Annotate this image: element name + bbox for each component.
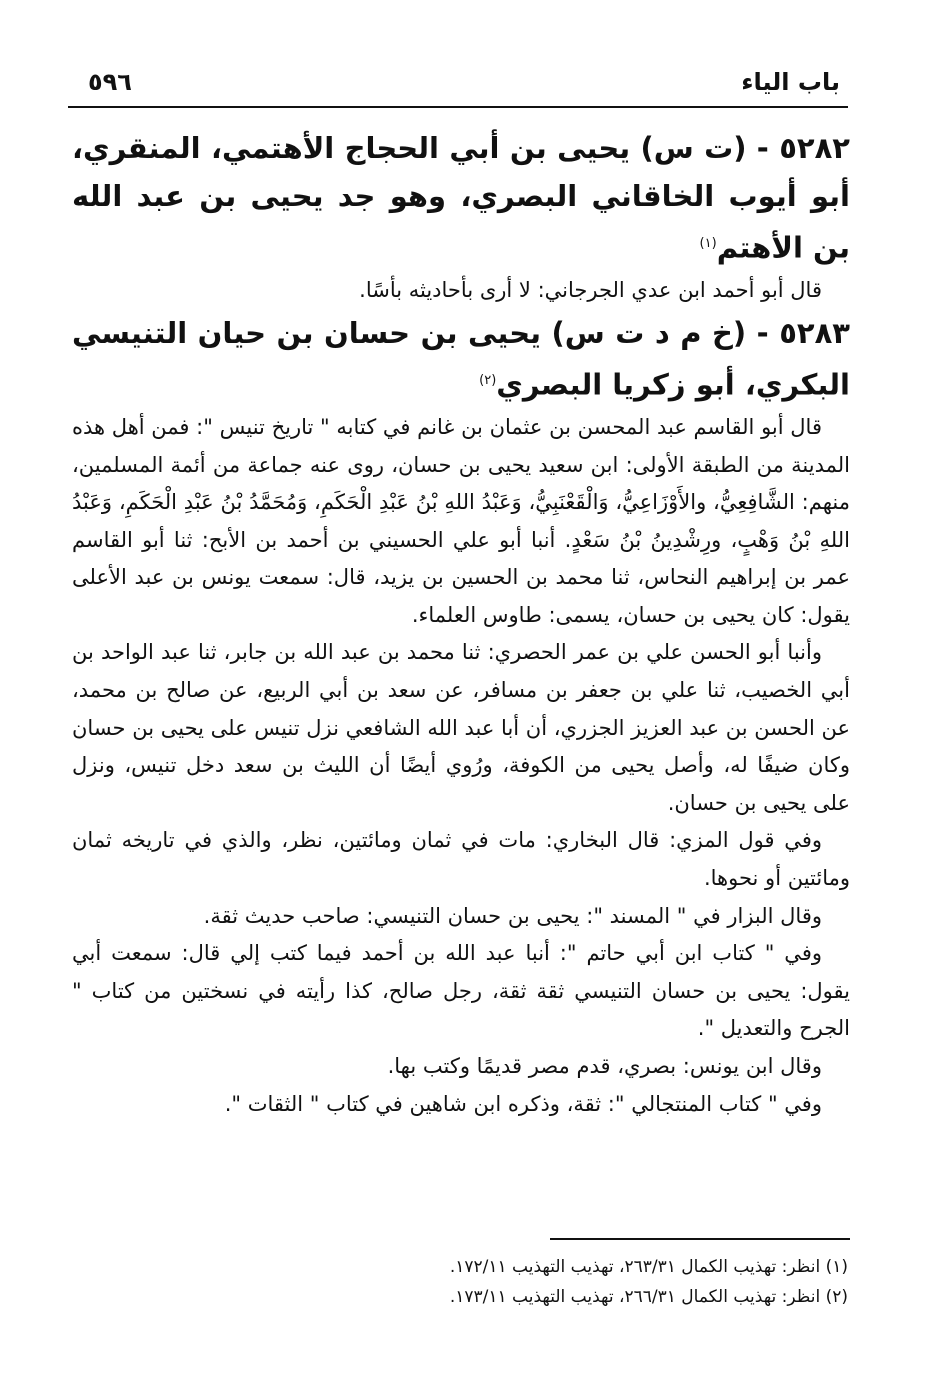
footnote-marker: (١) [699,236,717,251]
footnote: (٢) انظر: تهذيب الكمال ٢٦٦/٣١، تهذيب التهذيب ١٧٣/١١. [449,1287,848,1307]
paragraph: وقال البزار في " المسند ": يحيى بن حسان التنيسي: صاحب حديث ثقة. [203,903,822,928]
page-number: ٥٩٦ [88,68,132,96]
footnote-marker: (٢) [479,373,497,389]
chapter-title: باب الياء [741,68,840,96]
footnote: (١) انظر: تهذيب الكمال ٢٦٣/٣١، تهذيب التهذيب ١٧٢/١١. [449,1257,848,1277]
paragraph: وفي " كتاب ابن أبي حاتم ": أنبا عبد الله بن أحمد فيما كتب إلي قال: سمعت أبي يقول: يحيى بن حسان التنيسي ثقة ثقة، رجل صالح، كذا رأيته في نسختين من كتاب " الجرح والتعديل ". [72,941,850,1041]
page-header [68,60,848,108]
footnote-divider [550,1238,850,1240]
paragraph: وفي قول المزي: قال البخاري: مات في ثمان ومائتين، نظر، والذي في تاريخه ثمان ومائتين أو نحوها. [72,828,850,891]
footnotes [100,1252,848,1312]
entry-text: قال أبو أحمد ابن عدي الجرجاني: لا أرى بأحاديثه بأسًا. [359,277,822,302]
entry-title-5283 [72,309,850,409]
paragraph: وقال ابن يونس: بصري، قدم مصر قديمًا وكتب بها. [387,1054,822,1078]
paragraph: وفي " كتاب المنتجالي ": ثقة، وذكره ابن شاهين في كتاب " الثقات ". [224,1091,822,1116]
paragraph: قال أبو القاسم عبد المحسن بن عثمان بن غانم في كتابه " تاريخ تنيس ": فمن أهل هذه المدينة من الطبقة الأولى: ابن سعيد يحيى بن حسان، روى عنه جماعة من أئمة المسلمين، منهم: الشَّافِعِيُّ، والأَوْزَاعِيُّ، وَالْقَعْنَبِيُّ، وَعَبْدُ اللهِ بْنُ عَبْدِ الْحَكَمِ، وَمُحَمَّدُ بْنُ عَبْدِ الْحَكَمِ، وَعَبْدُ اللهِ بْنُ وَهْبٍ، ورِشْدِينُ بْنُ سَعْدٍ. أنبا أبو علي الحسيني بن أحمد بن الأبح: ثنا أبو القاسم عمر بن إبراهيم النحاس، ثنا محمد بن الحسين بن يزيد، قال: سمعت يونس بن عبد الأعلى يقول: كان يحيى بن حسان، يسمى: طاوس العلماء. [72,414,850,627]
entry-title-5282 [72,124,850,272]
page-body [72,124,850,1123]
entry-title-text: ٥٢٨٣ - (خ م د ت س) يحيى بن حسان بن حيان التنيسي البكري، أبو زكريا البصري [72,316,850,402]
entry-title-text: ٥٢٨٢ - (ت س) يحيى بن أبي الحجاج الأهتمي، المنقري، أبو أيوب الخاقاني البصري، وهو جد يحيى بن عبد الله بن الأهتم [72,131,850,265]
paragraph: وأنبا أبو الحسن علي بن عمر الحصري: ثنا محمد بن عبد الله بن جابر، ثنا عبد الواحد بن أبي الخصيب، ثنا علي بن جعفر بن مسافر، عن سعد بن أبي الربيع، عن صالح بن محمد، عن الحسن بن عبد العزيز الجزري، أن أبا عبد الله الشافعي نزل تنيس على يحيى بن حسان وكان ضيفًا له، وأصل يحيى من الكوفة، ورُوي أيضًا أن الليث بن سعد دخل تنيس، ونزل على يحيى بن حسان. [72,640,850,815]
